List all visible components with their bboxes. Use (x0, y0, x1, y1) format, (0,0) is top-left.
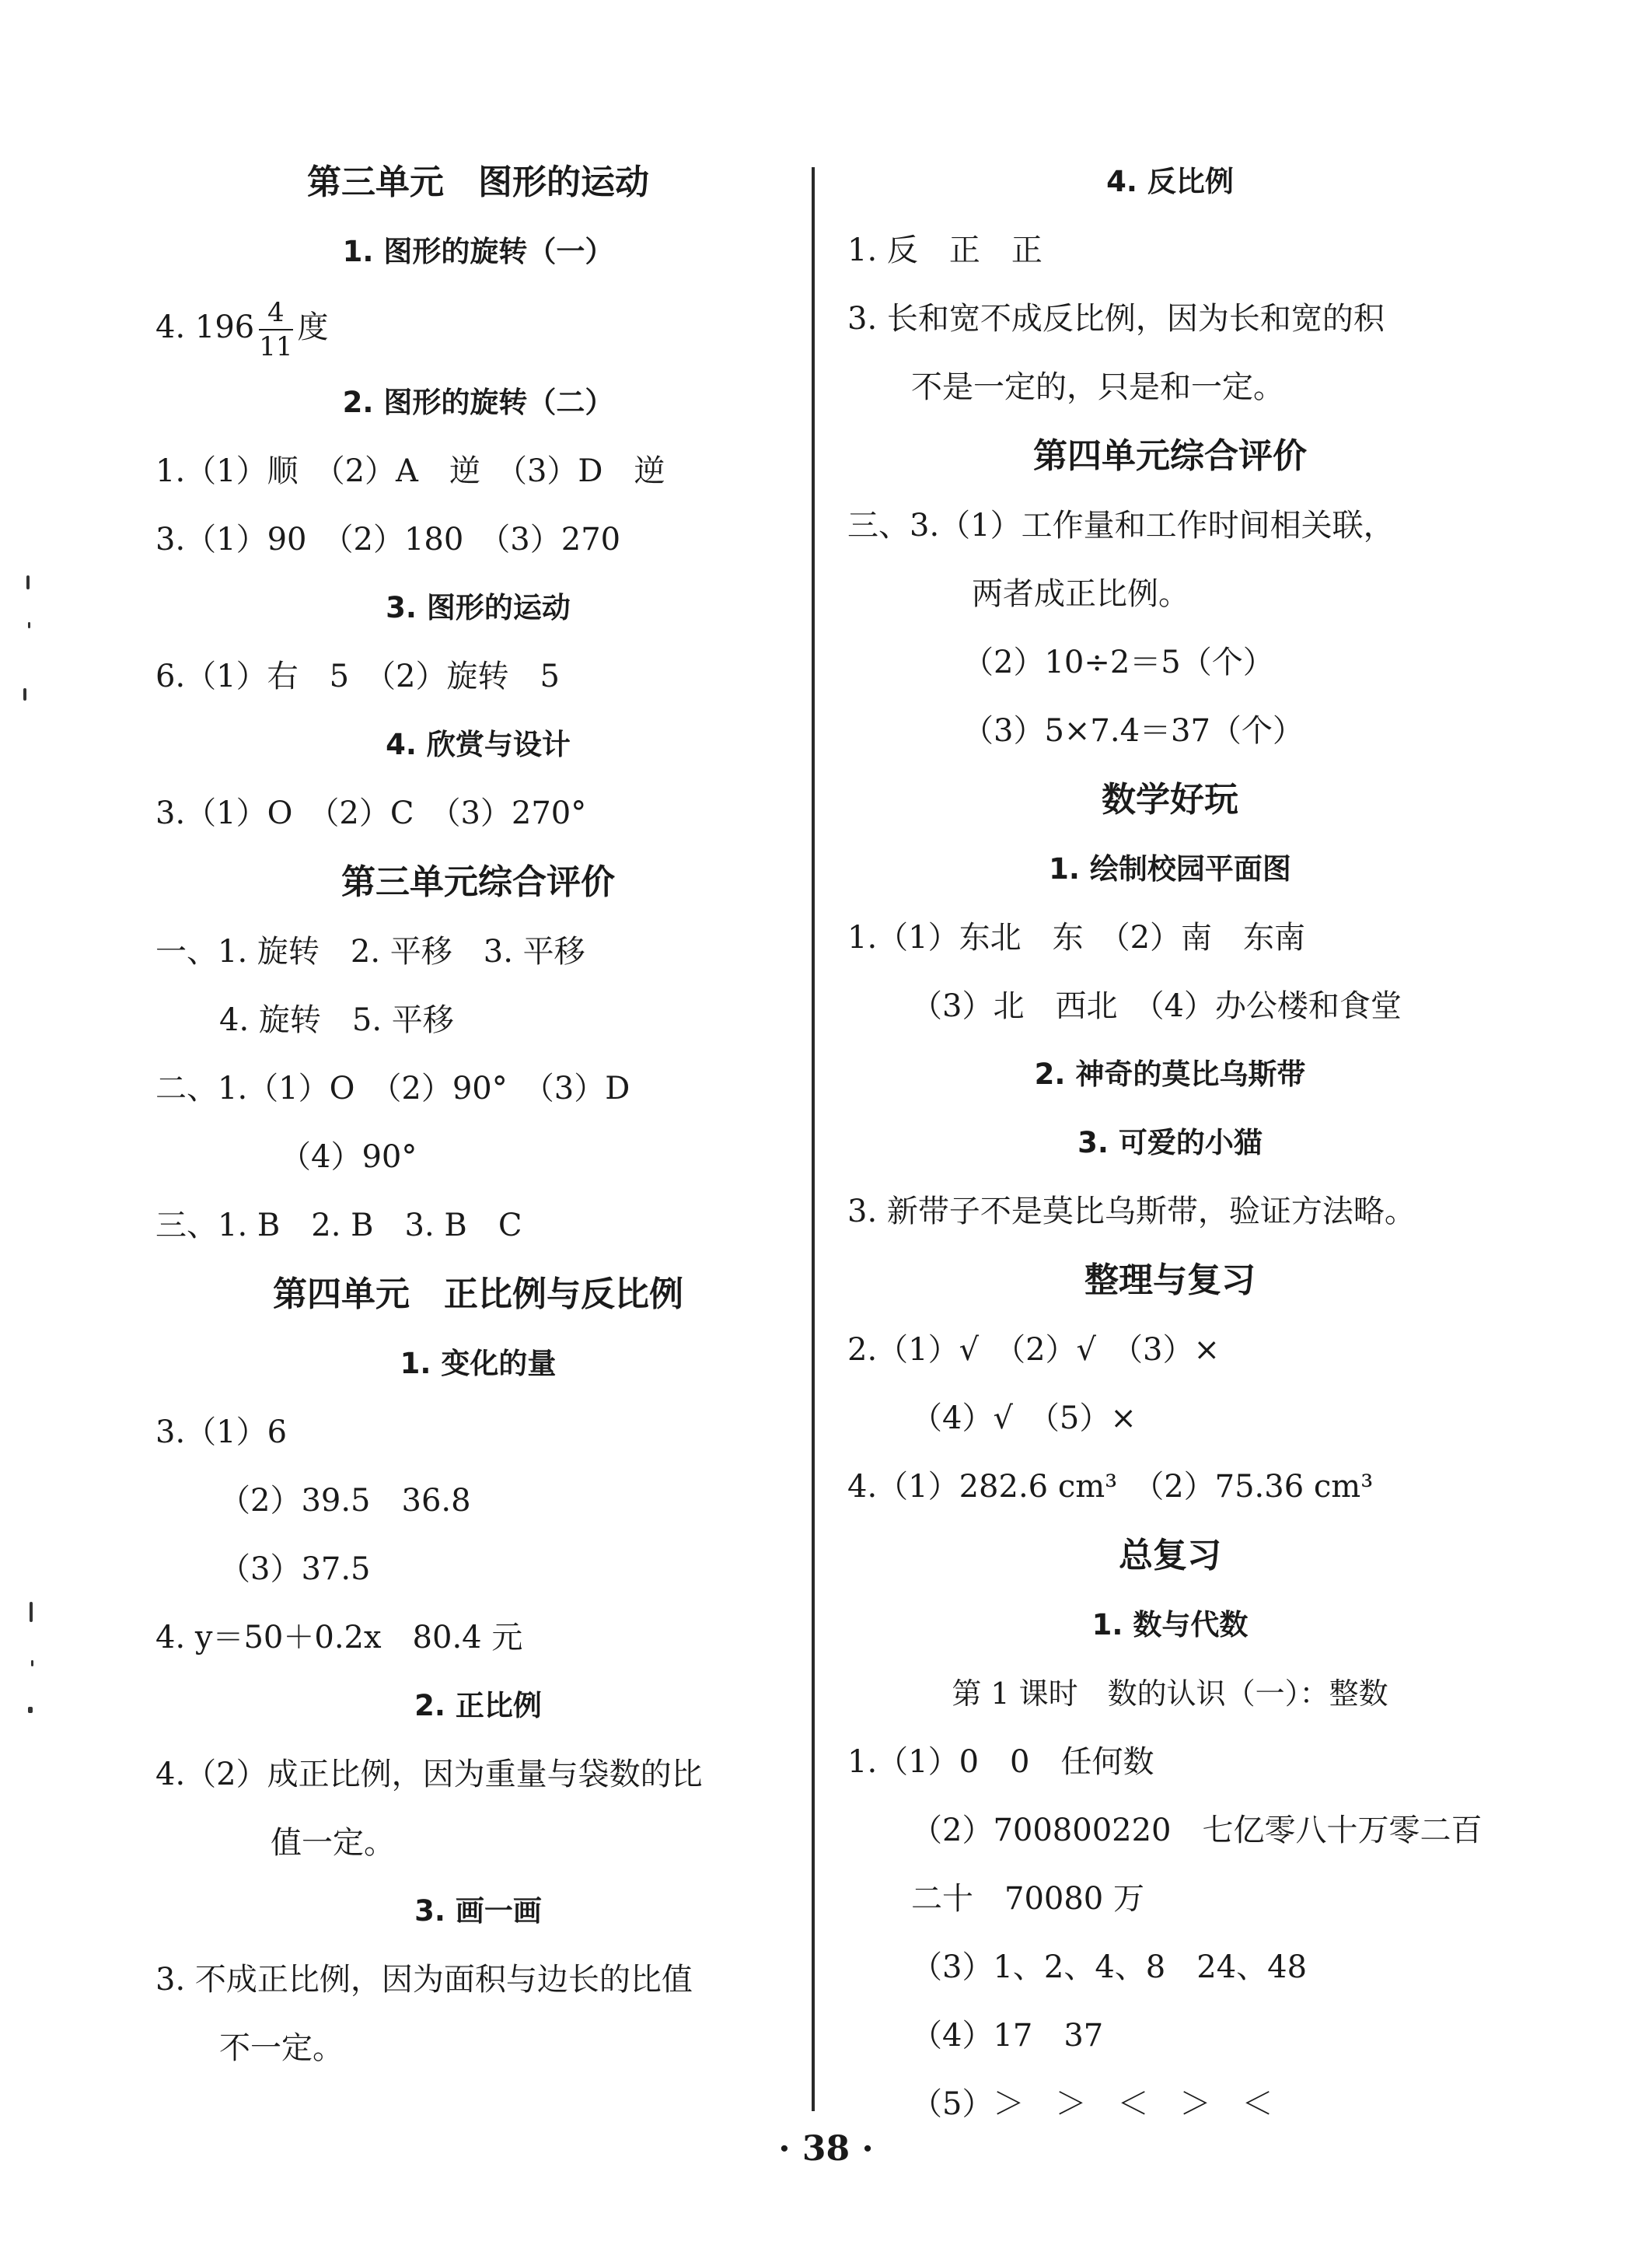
review-q2-line2: （4）√ （5）× (911, 1400, 1137, 1436)
scan-mark (31, 1660, 33, 1666)
inverse-proportion-q3-line1: 3. 长和宽不成反比例，因为长和宽的积 (847, 301, 1385, 337)
lesson-inverse-proportion-title: 4. 反比例 (1106, 165, 1234, 198)
page-number: · 38 · (778, 2129, 874, 2169)
unit4-eval-title: 第四单元综合评价 (1033, 436, 1307, 476)
eval4-line4: （3）5×7.4＝37（个） (962, 713, 1304, 749)
lesson-variable-title: 1. 变化的量 (400, 1347, 557, 1380)
rotation-2-q1: 1.（1）顺 （2）A 逆 （3）D 逆 (155, 453, 665, 489)
variable-q3-2: （2）39.5 36.8 (219, 1483, 471, 1519)
scan-mark (26, 575, 30, 589)
eval4-line2: 两者成正比例。 (972, 576, 1189, 612)
lesson-draw-title: 3. 画一画 (414, 1894, 542, 1928)
variable-q3-3: （3）37.5 (219, 1551, 371, 1587)
draw-q3-line1: 3. 不成正比例，因为面积与边长的比值 (155, 1962, 693, 1998)
unit4-title: 第四单元 正比例与反比例 (273, 1274, 683, 1314)
scan-mark (28, 1707, 33, 1713)
review-title: 整理与复习 (1084, 1260, 1256, 1300)
final-q1-line5: （4）17 37 (911, 2018, 1104, 2054)
math-fun-title: 数学好玩 (1102, 780, 1238, 820)
eval4-line1: 三、3.（1）工作量和工作时间相关联， (847, 508, 1395, 544)
lesson-cat-title: 3. 可爱的小猫 (1077, 1126, 1263, 1159)
final-lesson-title: 第 1 课时 数的认识（一）：整数 (952, 1676, 1388, 1711)
eval3-part3: 三、1. B 2. B 3. B C (155, 1208, 522, 1243)
eval4-line3: （2）10÷2＝5（个） (962, 645, 1274, 680)
review-q4: 4.（1）282.6 cm³ （2）75.36 cm³ (847, 1469, 1374, 1505)
q4-suffix: 度 (297, 309, 329, 345)
scan-mark (30, 1602, 33, 1622)
campus-map-q1-line2: （3）北 西北 （4）办公楼和食堂 (911, 988, 1402, 1024)
right-column (847, 148, 1493, 2138)
lesson-direct-proportion-title: 2. 正比例 (414, 1689, 542, 1722)
cat-q3: 3. 新带子不是莫比乌斯带，验证方法略。 (847, 1194, 1416, 1229)
rotation-2-q3: 3.（1）90 （2）180 （3）270 (155, 522, 621, 558)
inverse-proportion-q3-line2: 不是一定的，只是和一定。 (911, 369, 1284, 405)
column-divider (812, 167, 815, 2111)
rotation-1-q4 (155, 286, 801, 369)
variable-q4: 4. y＝50＋0.2x 80.4 元 (155, 1620, 523, 1655)
lesson-campus-map-title: 1. 绘制校园平面图 (1049, 852, 1291, 886)
inverse-proportion-q1: 1. 反 正 正 (847, 232, 1043, 268)
direct-proportion-q4-line1: 4.（2）成正比例，因为重量与袋数的比 (155, 1757, 703, 1792)
motion-q6: 6.（1）右 5 （2）旋转 5 (155, 659, 560, 694)
fraction-denominator: 11 (259, 331, 293, 362)
fraction-numerator: 4 (259, 299, 292, 330)
q4-prefix: 4. 196 (155, 309, 255, 345)
final-section1-title: 1. 数与代数 (1091, 1608, 1249, 1641)
scan-mark (28, 622, 30, 628)
draw-q3-line2: 不一定。 (219, 2030, 344, 2066)
direct-proportion-q4-line2: 值一定。 (271, 1825, 395, 1861)
review-q2-line1: 2.（1）√ （2）√ （3）× (847, 1332, 1221, 1368)
final-q1-line3: 二十 70080 万 (911, 1881, 1144, 1917)
eval3-part2-line1: 二、1.（1）O （2）90° （3）D (155, 1071, 630, 1107)
campus-map-q1-line1: 1.（1）东北 东 （2）南 东南 (847, 920, 1306, 956)
unit3-title: 第三单元 图形的运动 (307, 163, 649, 202)
fraction (259, 299, 292, 360)
final-q1-line4: （3）1、2、4、8 24、48 (911, 1949, 1308, 1985)
final-q1-line6: （5）＞ ＞ ＜ ＞ ＜ (911, 2086, 1273, 2122)
variable-q3-1: 3.（1）6 (155, 1414, 288, 1450)
final-q1-line1: 1.（1）0 0 任何数 (847, 1744, 1154, 1780)
lesson-rotation-2-title: 2. 图形的旋转（二） (342, 386, 614, 419)
lesson-rotation-1-title: 1. 图形的旋转（一） (342, 235, 614, 268)
scan-mark (23, 688, 26, 701)
eval3-part2-line2: （4）90° (280, 1139, 417, 1175)
lesson-design-title: 4. 欣赏与设计 (386, 728, 571, 761)
final-q1-line2: （2）700800220 七亿零八十万零二百 (911, 1813, 1483, 1848)
final-review-title: 总复习 (1119, 1536, 1221, 1575)
unit3-eval-title: 第三单元综合评价 (341, 862, 615, 902)
eval3-part1-line2: 4. 旋转 5. 平移 (219, 1002, 454, 1038)
design-q3: 3.（1）O （2）C （3）270° (155, 795, 587, 831)
lesson-motion-title: 3. 图形的运动 (386, 591, 571, 624)
eval3-part1-line1: 一、1. 旋转 2. 平移 3. 平移 (155, 934, 585, 970)
left-column (155, 148, 801, 2082)
lesson-mobius-title: 2. 神奇的莫比乌斯带 (1034, 1058, 1306, 1091)
